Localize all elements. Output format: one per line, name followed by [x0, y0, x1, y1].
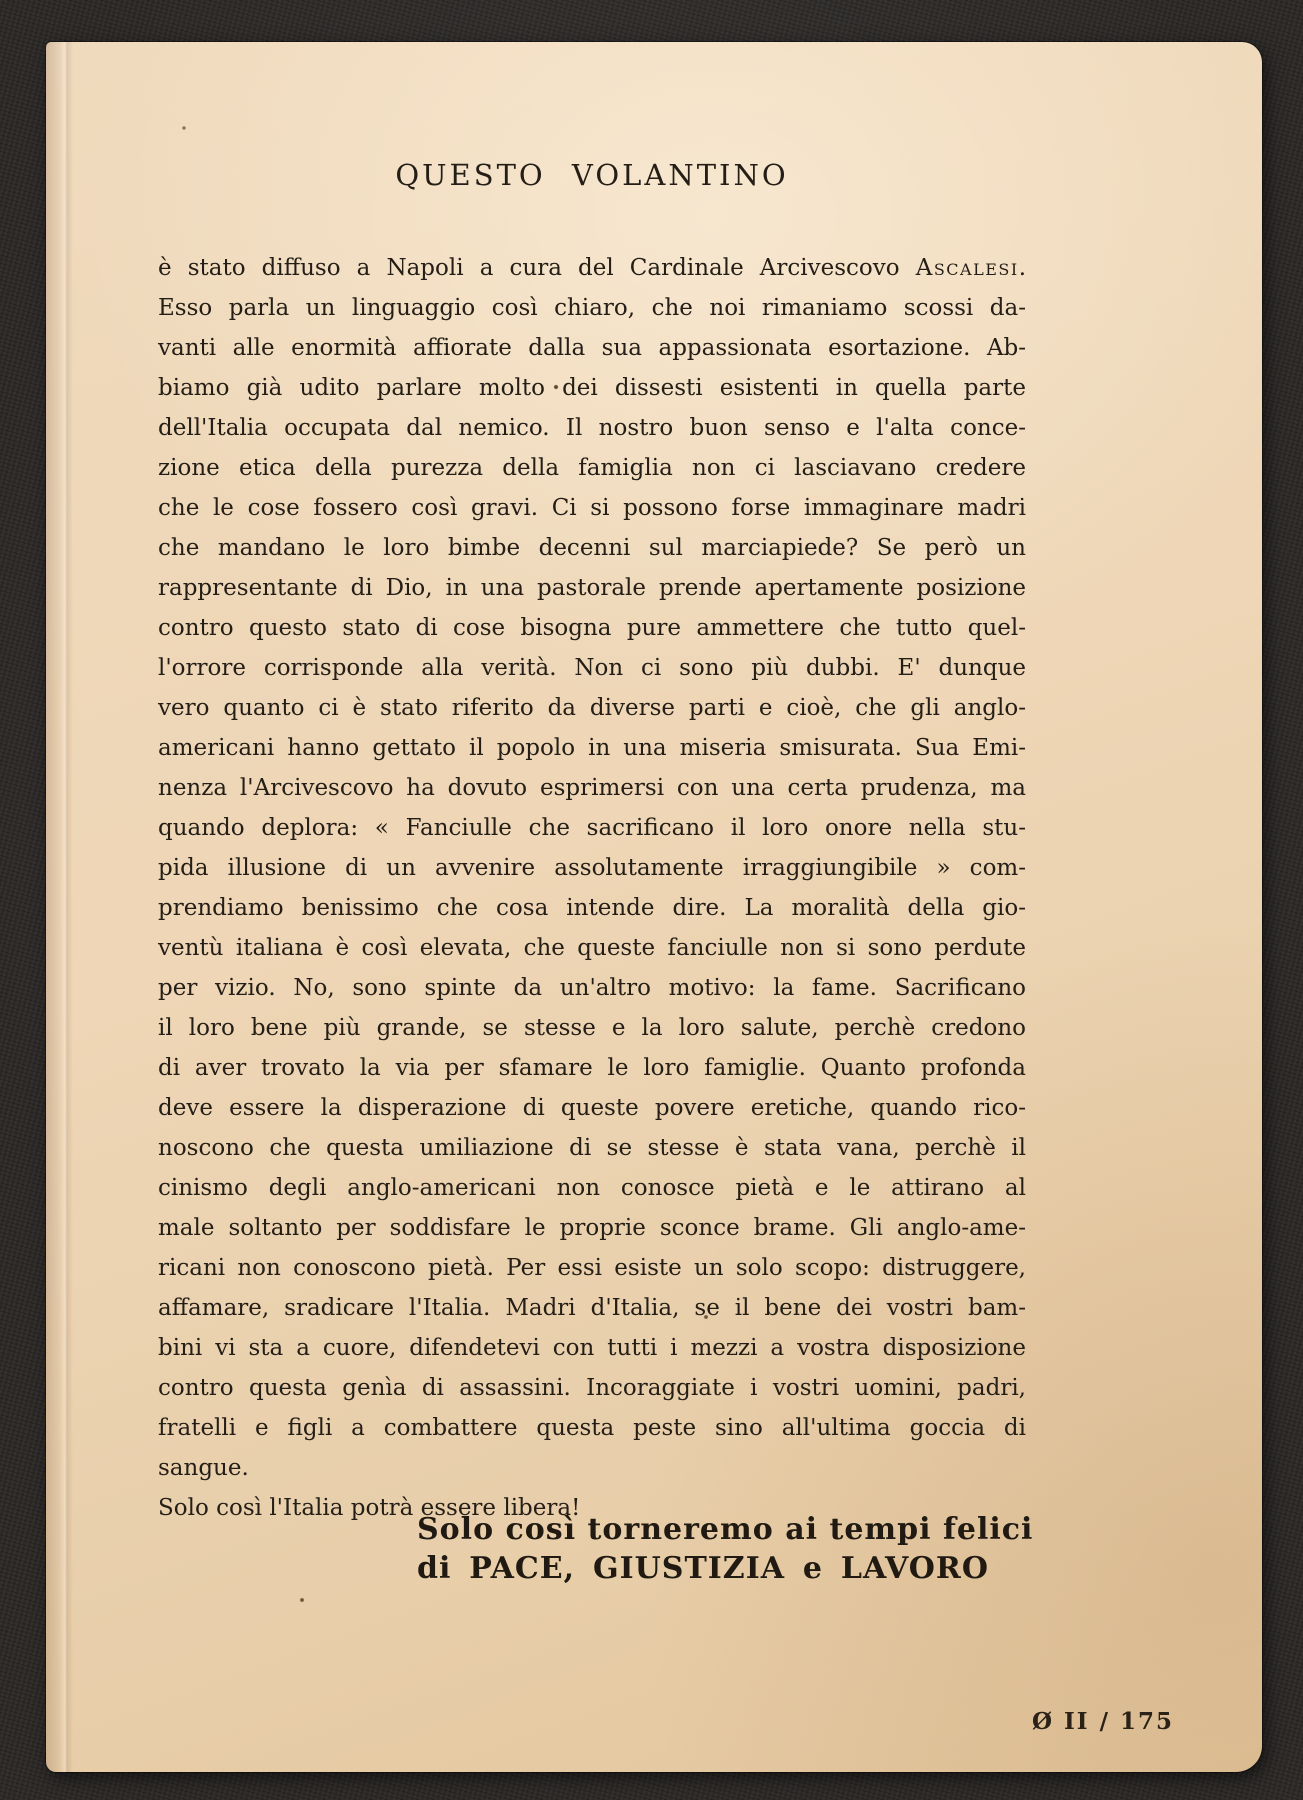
body-line: zione etica della purezza della famiglia non ci lasciavano credere [158, 455, 1026, 481]
body-line: deve essere la disperazione di queste povere eretiche, quando rico- [158, 1095, 1026, 1121]
body-line: biamo già udito parlare molto dei dissesti esistenti in quella parte [158, 375, 1026, 401]
page-content [158, 42, 1034, 1772]
body-line: contro questa genìa di assassini. Incoraggiate i vostri uomini, padri, [158, 1375, 1026, 1401]
leaflet-page [46, 42, 1262, 1772]
slogan-block [417, 1510, 1034, 1588]
body-line: ricani non conoscono pietà. Per essi esiste un solo scopo: distruggere, [158, 1255, 1026, 1281]
body-line: l'orrore corrisponde alla verità. Non ci sono più dubbi. E' dunque [158, 655, 1026, 681]
body-line: dell'Italia occupata dal nemico. Il nostro buon senso e l'alta conce- [158, 415, 1026, 441]
body-line: rappresentante di Dio, in una pastorale prende apertamente posizione [158, 575, 1026, 601]
body-line: sangue. [158, 1455, 249, 1481]
catalog-stamp: Ø II / 175 [1032, 1708, 1174, 1735]
body-line: di aver trovato la via per sfamare le loro famiglie. Quanto profonda [158, 1055, 1026, 1081]
body-line: fratelli e figli a combattere questa peste sino all'ultima goccia di [158, 1415, 1026, 1441]
body-line: il loro bene più grande, se stesse e la loro salute, perchè credono [158, 1015, 1026, 1041]
body-line: male soltanto per soddisfare le proprie sconce brame. Gli anglo-ame- [158, 1215, 1026, 1241]
body-line: per vizio. No, sono spinte da un'altro motivo: la fame. Sacrificano [158, 975, 1026, 1001]
body-line: vanti alle enormità affiorate dalla sua appassionata esortazione. Ab- [158, 335, 1026, 361]
body-line: Esso parla un linguaggio così chiaro, che noi rimaniamo scossi da- [158, 295, 1026, 321]
body-line: prendiamo benissimo che cosa intende dire. La moralità della gio- [158, 895, 1026, 921]
body-line: che le cose fossero così gravi. Ci si possono forse immaginare madri [158, 495, 1026, 521]
body-line: pida illusione di un avvenire assolutamente irraggiungibile » com- [158, 855, 1026, 881]
body-line: che mandano le loro bimbe decenni sul marciapiede? Se però un [158, 535, 1026, 561]
body-line: cinismo degli anglo-americani non conosce pietà e le attirano al [158, 1175, 1026, 1201]
document-title: QUESTO VOLANTINO [395, 158, 789, 192]
body-text [158, 248, 1026, 1528]
body-line: americani hanno gettato il popolo in una miseria smisurata. Sua Emi- [158, 735, 1026, 761]
body-line: nenza l'Arcivescovo ha dovuto esprimersi con una certa prudenza, ma [158, 775, 1026, 801]
body-line: vero quanto ci è stato riferito da diverse parti e cioè, che gli anglo- [158, 695, 1026, 721]
slogan-line-1: Solo così torneremo ai tempi felici [417, 1512, 1034, 1547]
body-line: quando deplora: « Fanciulle che sacrificano il loro onore nella stu- [158, 815, 1026, 841]
body-line: contro questo stato di cose bisogna pure ammettere che tutto quel- [158, 615, 1026, 641]
body-line: noscono che questa umiliazione di se stesse è stata vana, perchè il [158, 1135, 1026, 1161]
body-line: bini vi sta a cuore, difendetevi con tutti i mezzi a vostra disposizione [158, 1335, 1026, 1361]
small-caps-name: Ascalesi [915, 255, 1019, 281]
slogan-line-2: di PACE, GIUSTIZIA e LAVORO [417, 1551, 989, 1586]
body-line: è stato diffuso a Napoli a cura del Cardinale Arcivescovo Ascalesi. [158, 255, 1026, 281]
body-line: Solo così l'Italia potrà essere libera! [158, 1495, 581, 1521]
body-line: affamare, sradicare l'Italia. Madri d'Italia, se il bene dei vostri bam- [158, 1295, 1026, 1321]
body-line: ventù italiana è così elevata, che queste fanciulle non si sono perdute [158, 935, 1026, 961]
